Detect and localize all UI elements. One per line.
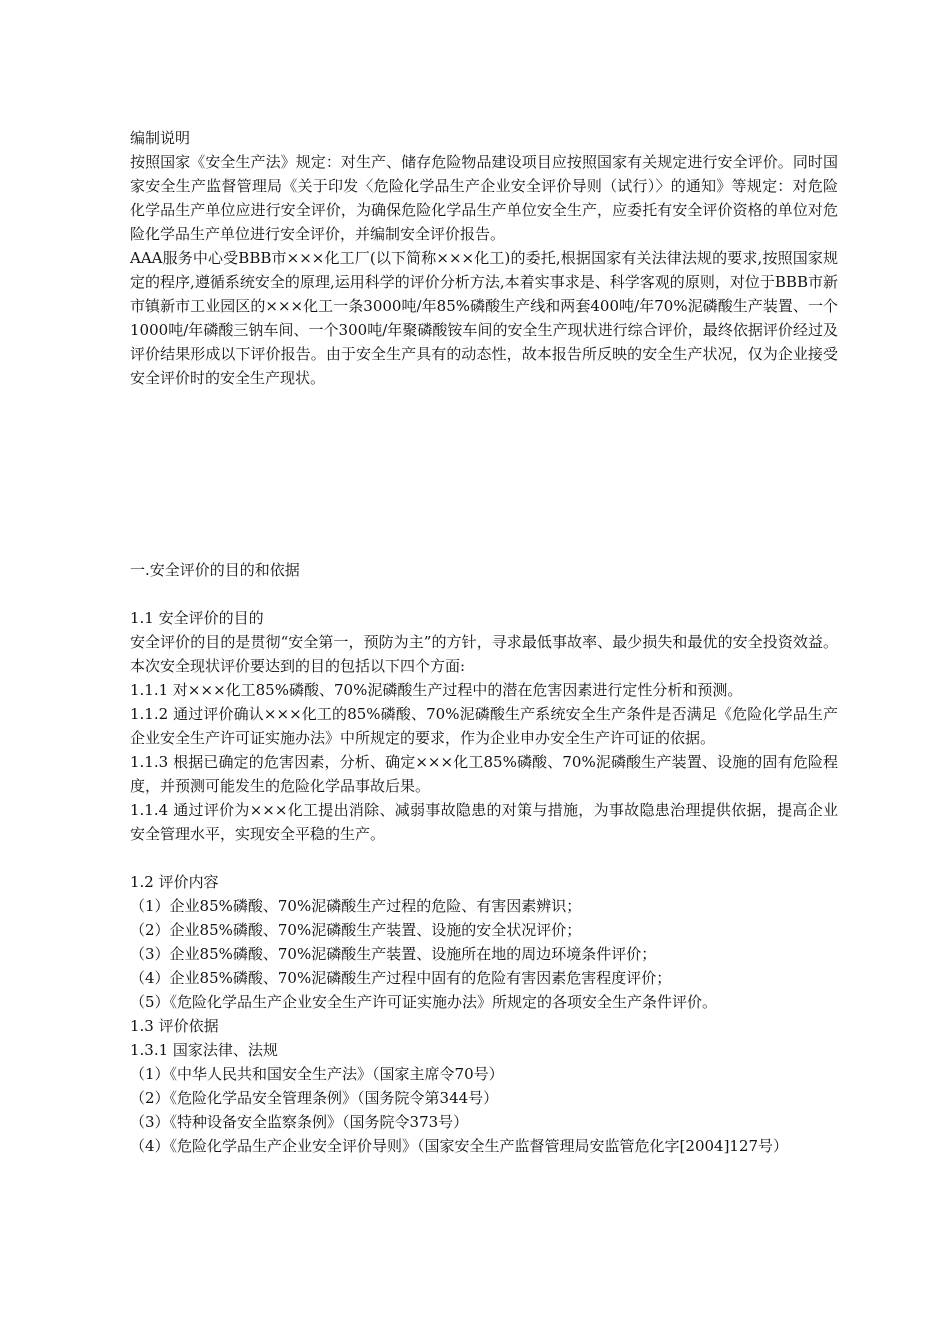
section-1-2-item: （1）企业85%磷酸、70%泥磷酸生产过程的危险、有害因素辨识； <box>130 897 582 915</box>
intro-paragraph-1: 按照国家《安全生产法》规定：对生产、储存危险物品建设项目应按照国家有关规定进行安全评价。同时国家安全生产监督管理局《关于印发〈危险化学品生产企业安全评价导则（试行）〉的通知》等规定：对危险化学品生产单位应进行安全评价，为确保危险化学品生产单位安全生产，应委托有安全评价资格的单位对危险化学品生产单位进行安全评价，并编制安全评价报告。 <box>130 153 838 243</box>
section-1-2-item: （2）企业85%磷酸、70%泥磷酸生产装置、设施的安全状况评价； <box>130 921 582 939</box>
section-1-3-1-title: 1.3.1 国家法律、法规 <box>130 1041 278 1059</box>
section-1-3-1-item: （2）《危险化学品安全管理条例》（国务院令第344号） <box>130 1089 499 1107</box>
section-1-3-1-item: （1）《中华人民共和国安全生产法》（国家主席令70号） <box>130 1065 504 1083</box>
section-1-title: 一.安全评价的目的和依据 <box>130 561 300 579</box>
section-1-3-1-item: （3）《特种设备安全监察条例》（国务院令373号） <box>130 1113 469 1131</box>
blank-line <box>130 846 838 870</box>
section-1-2-item: （4）企业85%磷酸、70%泥磷酸生产过程中固有的危险有害因素危害程度评价； <box>130 969 672 987</box>
document-page <box>130 126 838 1158</box>
section-1-1-title: 1.1 安全评价的目的 <box>130 609 264 627</box>
intro-paragraph-2: AAA服务中心受BBB市×××化工厂(以下简称×××化工)的委托,根据国家有关法律法规的要求,按照国家规定的程序,遵循系统安全的原理,运用科学的评价分析方法,本着实事求是、科学客观的原则，对位于BBB市新市镇新市工业园区的×××化工一条3000吨/年85%磷酸生产线和两套400吨/年70%泥磷酸生产装置、一个1000吨/年磷酸三钠车间、一个300吨/年聚磷酸铵车间的安全生产现状进行综合评价，最终依据评价经过及评价结果形成以下评价报告。由于安全生产具有的动态性，故本报告所反映的安全生产状况，仅为企业接受安全评价时的安全生产现状。 <box>130 249 838 387</box>
section-1-2-title: 1.2 评价内容 <box>130 873 219 891</box>
intro-title: 编制说明 <box>130 129 191 147</box>
section-1-2-item: （3）企业85%磷酸、70%泥磷酸生产装置、设施所在地的周边环境条件评价； <box>130 945 657 963</box>
section-1-1-item: 1.1.3 根据已确定的危害因素，分析、确定×××化工85%磷酸、70%泥磷酸生产装置、设施的固有危险程度，并预测可能发生的危险化学品事故后果。 <box>130 753 838 795</box>
section-1-1-item: 1.1.4 通过评价为×××化工提出消除、减弱事故隐患的对策与措施，为事故隐患治理提供依据，提高企业安全管理水平，实现安全平稳的生产。 <box>130 801 838 843</box>
section-1-3-1-item: （4）《危险化学品生产企业安全评价导则》（国家安全生产监督管理局安监管危化字[2004]127号） <box>130 1137 789 1155</box>
blank-line <box>130 582 838 606</box>
section-1-3-title: 1.3 评价依据 <box>130 1017 219 1035</box>
blank-space <box>130 390 838 558</box>
section-1-1-text: 安全评价的目的是贯彻“安全第一，预防为主”的方针，寻求最低事故率、最少损失和最优的安全投资效益。本次安全现状评价要达到的目的包括以下四个方面: <box>130 633 838 675</box>
section-1-2-item: （5）《危险化学品生产企业安全生产许可证实施办法》所规定的各项安全生产条件评价。 <box>130 993 718 1011</box>
section-1-1-item: 1.1.1 对×××化工85%磷酸、70%泥磷酸生产过程中的潜在危害因素进行定性分析和预测。 <box>130 681 743 699</box>
section-1-1-item: 1.1.2 通过评价确认×××化工的85%磷酸、70%泥磷酸生产系统安全生产条件是否满足《危险化学品生产企业安全生产许可证实施办法》中所规定的要求，作为企业申办安全生产许可证的依据。 <box>130 705 838 747</box>
